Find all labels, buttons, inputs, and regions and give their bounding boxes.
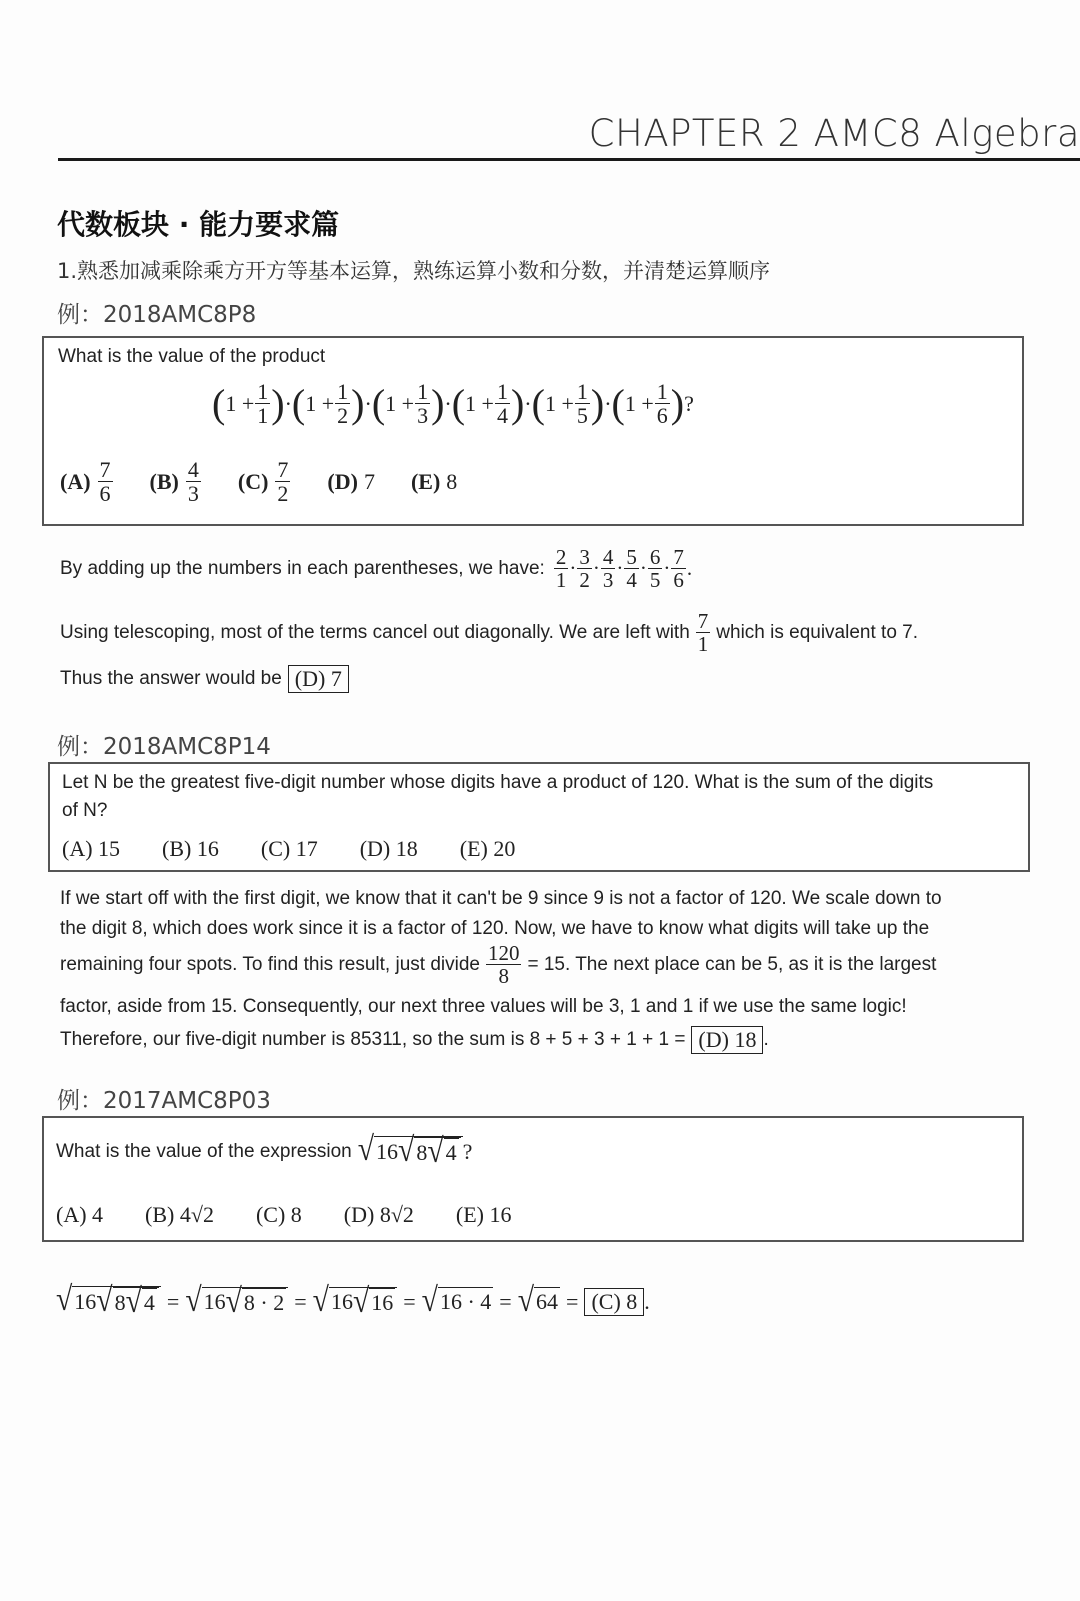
choice-d: (D) 8√2	[343, 1202, 414, 1227]
choice-e: (E) 8	[410, 468, 458, 494]
choice-e: (E) 20	[459, 836, 516, 861]
product-expression: ( 1 + $\frac{1}{1}$ ) · ( 1 + $\frac{1}{2}$ ) · ( 1 + $\frac{1}{3}$ ) · ( 1 + $\frac{1}{4}$ ) · ( 1 + $\frac{1}{5}$ ) · ( 1 + $\frac{1}{6}$ ) ?	[212, 379, 694, 429]
answer-box-1: (D) 7	[288, 665, 349, 693]
problem-box-3	[42, 1116, 1024, 1242]
problem-box-1	[42, 336, 1024, 526]
answer-box-3: (C) 8	[584, 1288, 644, 1316]
solution-2-line4: factor, aside from 15. Consequently, our next three values will be 3, 1 and 1 if we use the same logic!	[60, 996, 907, 1017]
solution-2-line2: the digit 8, which does work since it is a factor of 120. Now, we have to know what digits will take up the	[60, 918, 930, 939]
answer-box-2: (D) 18	[691, 1026, 763, 1054]
question-3: What is the value of the expression √ 16 √ 8 √ 4 ?	[56, 1131, 473, 1171]
choice-b: (B) 4√2	[145, 1202, 214, 1227]
solution-2-line5: Therefore, our five-digit number is 85311, so the sum is 8 + 5 + 3 + 1 + 1 = (D) 18 .	[60, 1027, 769, 1052]
solution-1-line1: By adding up the numbers in each parentheses, we have: $\frac{2}{1}$ · $\frac{3}{2}$ · $\frac{4}{3}$ · $\frac{5}{4}$ · $\frac{6}{5}$ · $\frac{7}{6}$ .	[60, 545, 693, 593]
solution-2-line3: remaining four spots. To find this result, just divide $\frac{120}{8}$ = 15. The next place can be 5, as it is the largest	[60, 941, 937, 989]
choice-c: (C) $\frac{7}{2}$	[237, 457, 289, 507]
example-label-3: 例：2017AMC8P03	[57, 1088, 271, 1114]
example-label-1: 例：2018AMC8P8	[57, 302, 257, 328]
choice-b: (B) $\frac{4}{3}$	[149, 457, 199, 507]
answer-choices-2	[62, 836, 551, 862]
question-text-1: What is the value of the product	[58, 346, 326, 367]
chapter-title: CHAPTER 2 AMC8 Algebra	[588, 112, 1080, 155]
choice-b: (B) 16	[162, 836, 219, 861]
choice-e: (E) 16	[455, 1202, 512, 1227]
question-2-line1: Let N be the greatest five-digit number whose digits have a product of 120. What is the sum of the digits	[62, 772, 934, 793]
example-label-2: 例：2018AMC8P14	[57, 734, 271, 760]
choice-a: (A) $\frac{7}{6}$	[60, 457, 111, 507]
choice-a: (A) 4	[56, 1202, 104, 1227]
telescoping-product: $\frac{2}{1}$ · $\frac{3}{2}$ · $\frac{4}{3}$ · $\frac{5}{4}$ · $\frac{6}{5}$ · $\frac{7}{6}$ .	[555, 545, 693, 593]
solution-1-line3: Thus the answer would be (D) 7	[60, 665, 349, 693]
section-heading: 代数板块 · 能力要求篇	[57, 208, 340, 241]
problem-box-2	[48, 762, 1030, 872]
choice-c: (C) 8	[255, 1202, 302, 1227]
header-divider	[58, 158, 1080, 161]
choice-d: (D) 7	[327, 468, 375, 494]
requirement-text: 1.熟悉加减乘除乘方开方等基本运算，熟练运算小数和分数，并清楚运算顺序	[57, 259, 771, 283]
choice-a: (A) 15	[62, 836, 121, 861]
answer-choices-1	[60, 458, 493, 505]
choice-d: (D) 18	[359, 836, 418, 861]
answer-choices-3	[56, 1202, 548, 1228]
solution-1-line2: Using telescoping, most of the terms cancel out diagonally. We are left with $\frac{7}{1}$ which is equivalent to 7.	[60, 609, 919, 657]
nested-radical-expression: √ 16 √ 8 √ 4 ?	[357, 1131, 473, 1171]
question-2-line2: of N?	[62, 800, 108, 821]
choice-c: (C) 17	[260, 836, 318, 861]
solution-2-line1: If we start off with the first digit, we know that it can't be 9 since 9 is not a factor of 120. We scale down to	[60, 888, 942, 909]
solution-3-chain: √ 16 √ 8 √ 4 = √ 16 √ 8 · 2 = √ 16 √ 16 = √ 16 · 4 = √ 64 = (C) 8 .	[56, 1281, 650, 1321]
